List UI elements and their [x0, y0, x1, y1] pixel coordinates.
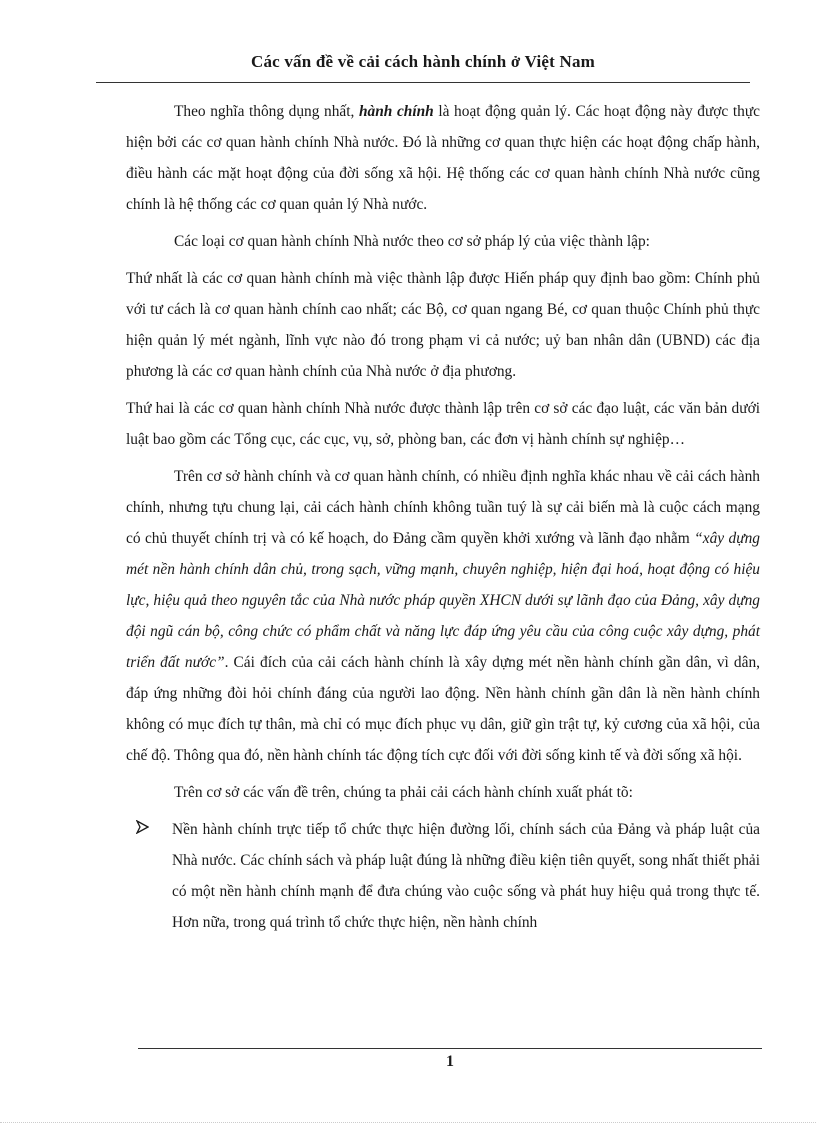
- paragraph-text: Theo nghĩa thông dụng nhất,: [174, 103, 359, 120]
- bullet-text: Nền hành chính trực tiếp tổ chức thực hiện đường lối, chính sách của Đảng và pháp luật của Nhà nước. Các chính sách và pháp luật đúng là những điều kiện tiên quyết, song nhất thiết phải có một nền hành chính mạnh để đưa chúng vào cuộc sống và phát huy hiệu quả trong thực tế. Hơn nữa, trong quá trình tổ chức thực hiện, nền hành chính: [172, 821, 760, 931]
- page-footer: [138, 1048, 762, 1071]
- paragraph-definition: [126, 96, 760, 220]
- paragraph-text: là hoạt động quản lý. Các hoạt động này được thực hiện bởi các cơ quan hành chính Nhà nước. Đó là những cơ quan thực hiện các hoạt động chấp hành, điều hành các mặt hoạt động của đời sống xã hội. Hệ thống các cơ quan hành chính Nhà nước cũng chính là hệ thống các cơ quan quản lý Nhà nước.: [126, 103, 760, 213]
- paragraph-text: Trên cơ sở hành chính và cơ quan hành chính, có nhiều định nghĩa khác nhau về cải cách hành chính, nhưng tựu chung lại, cải cách hành chính không tuần tuý là sự cải biến mà là cuộc cách mạng có chủ thuyết chính trị và có kế hoạch, do Đảng cầm quyền khởi xướng và lãnh đạo nhằm: [126, 468, 760, 547]
- arrowhead-bullet-icon: [136, 814, 149, 845]
- page-header: [96, 50, 750, 83]
- page-number: 1: [446, 1053, 454, 1070]
- paragraph-first-type: Thứ nhất là các cơ quan hành chính mà việc thành lập được Hiến pháp quy định bao gồm: Chính phủ với tư cách là cơ quan hành chính cao nhất; các Bộ, cơ quan ngang Bé, cơ quan thuộc Chính phủ thực hiện quản lý mét ngành, lĩnh vực nào đó trong phạm vi cả nước; uỷ ban nhân dân (UBND) các địa phương là các cơ quan hành chính của Nhà nước ở địa phương.: [126, 270, 760, 380]
- paragraph-reform-basis: Trên cơ sở các vấn đề trên, chúng ta phải cải cách hành chính xuất phát tõ:: [174, 784, 633, 801]
- keyword-hanh-chinh: hành chính: [358, 103, 434, 120]
- paragraph-second-type: Thứ hai là các cơ quan hành chính Nhà nước được thành lập trên cơ sở các đạo luật, các văn bản dưới luật bao gồm các Tổng cục, các cục, vụ, sở, phòng ban, các đơn vị hành chính sự nghiệp…: [126, 400, 760, 448]
- quoted-goal: “xây dựng mét nền hành chính dân chủ, trong sạch, vững mạnh, chuyên nghiệp, hiện đại hoá, hoạt động có hiệu lực, hiệu quả theo nguyên tắc của Nhà nước pháp quyền XHCN dưới sự lãnh đạo của Đảng, xây dựng đội ngũ cán bộ, công chức có phẩm chất và năng lực đáp ứng yêu cầu của công cuộc xây dựng, phát triển đất nước”: [126, 530, 760, 671]
- document-title: Các vấn đề về cải cách hành chính ở Việt Nam: [250, 52, 596, 71]
- paragraph-reform-definition: [126, 461, 760, 771]
- document-body: [126, 96, 760, 938]
- paragraph-types-intro: Các loại cơ quan hành chính Nhà nước theo cơ sở pháp lý của việc thành lập:: [174, 233, 650, 250]
- paragraph-text: . Cái đích của cải cách hành chính là xây dựng mét nền hành chính gần dân, vì dân, đáp ứng những đòi hỏi chính đáng của người lao động. Nền hành chính gần dân là nền hành chính không có mục đích tự thân, mà chỉ có mục đích phục vụ dân, giữ gìn trật tự, kỷ cương của xã hội, của chế độ. Thông qua đó, nền hành chính tác động tích cực đối với đời sống kinh tế và đời sống xã hội.: [126, 654, 760, 764]
- bullet-item: [126, 814, 760, 938]
